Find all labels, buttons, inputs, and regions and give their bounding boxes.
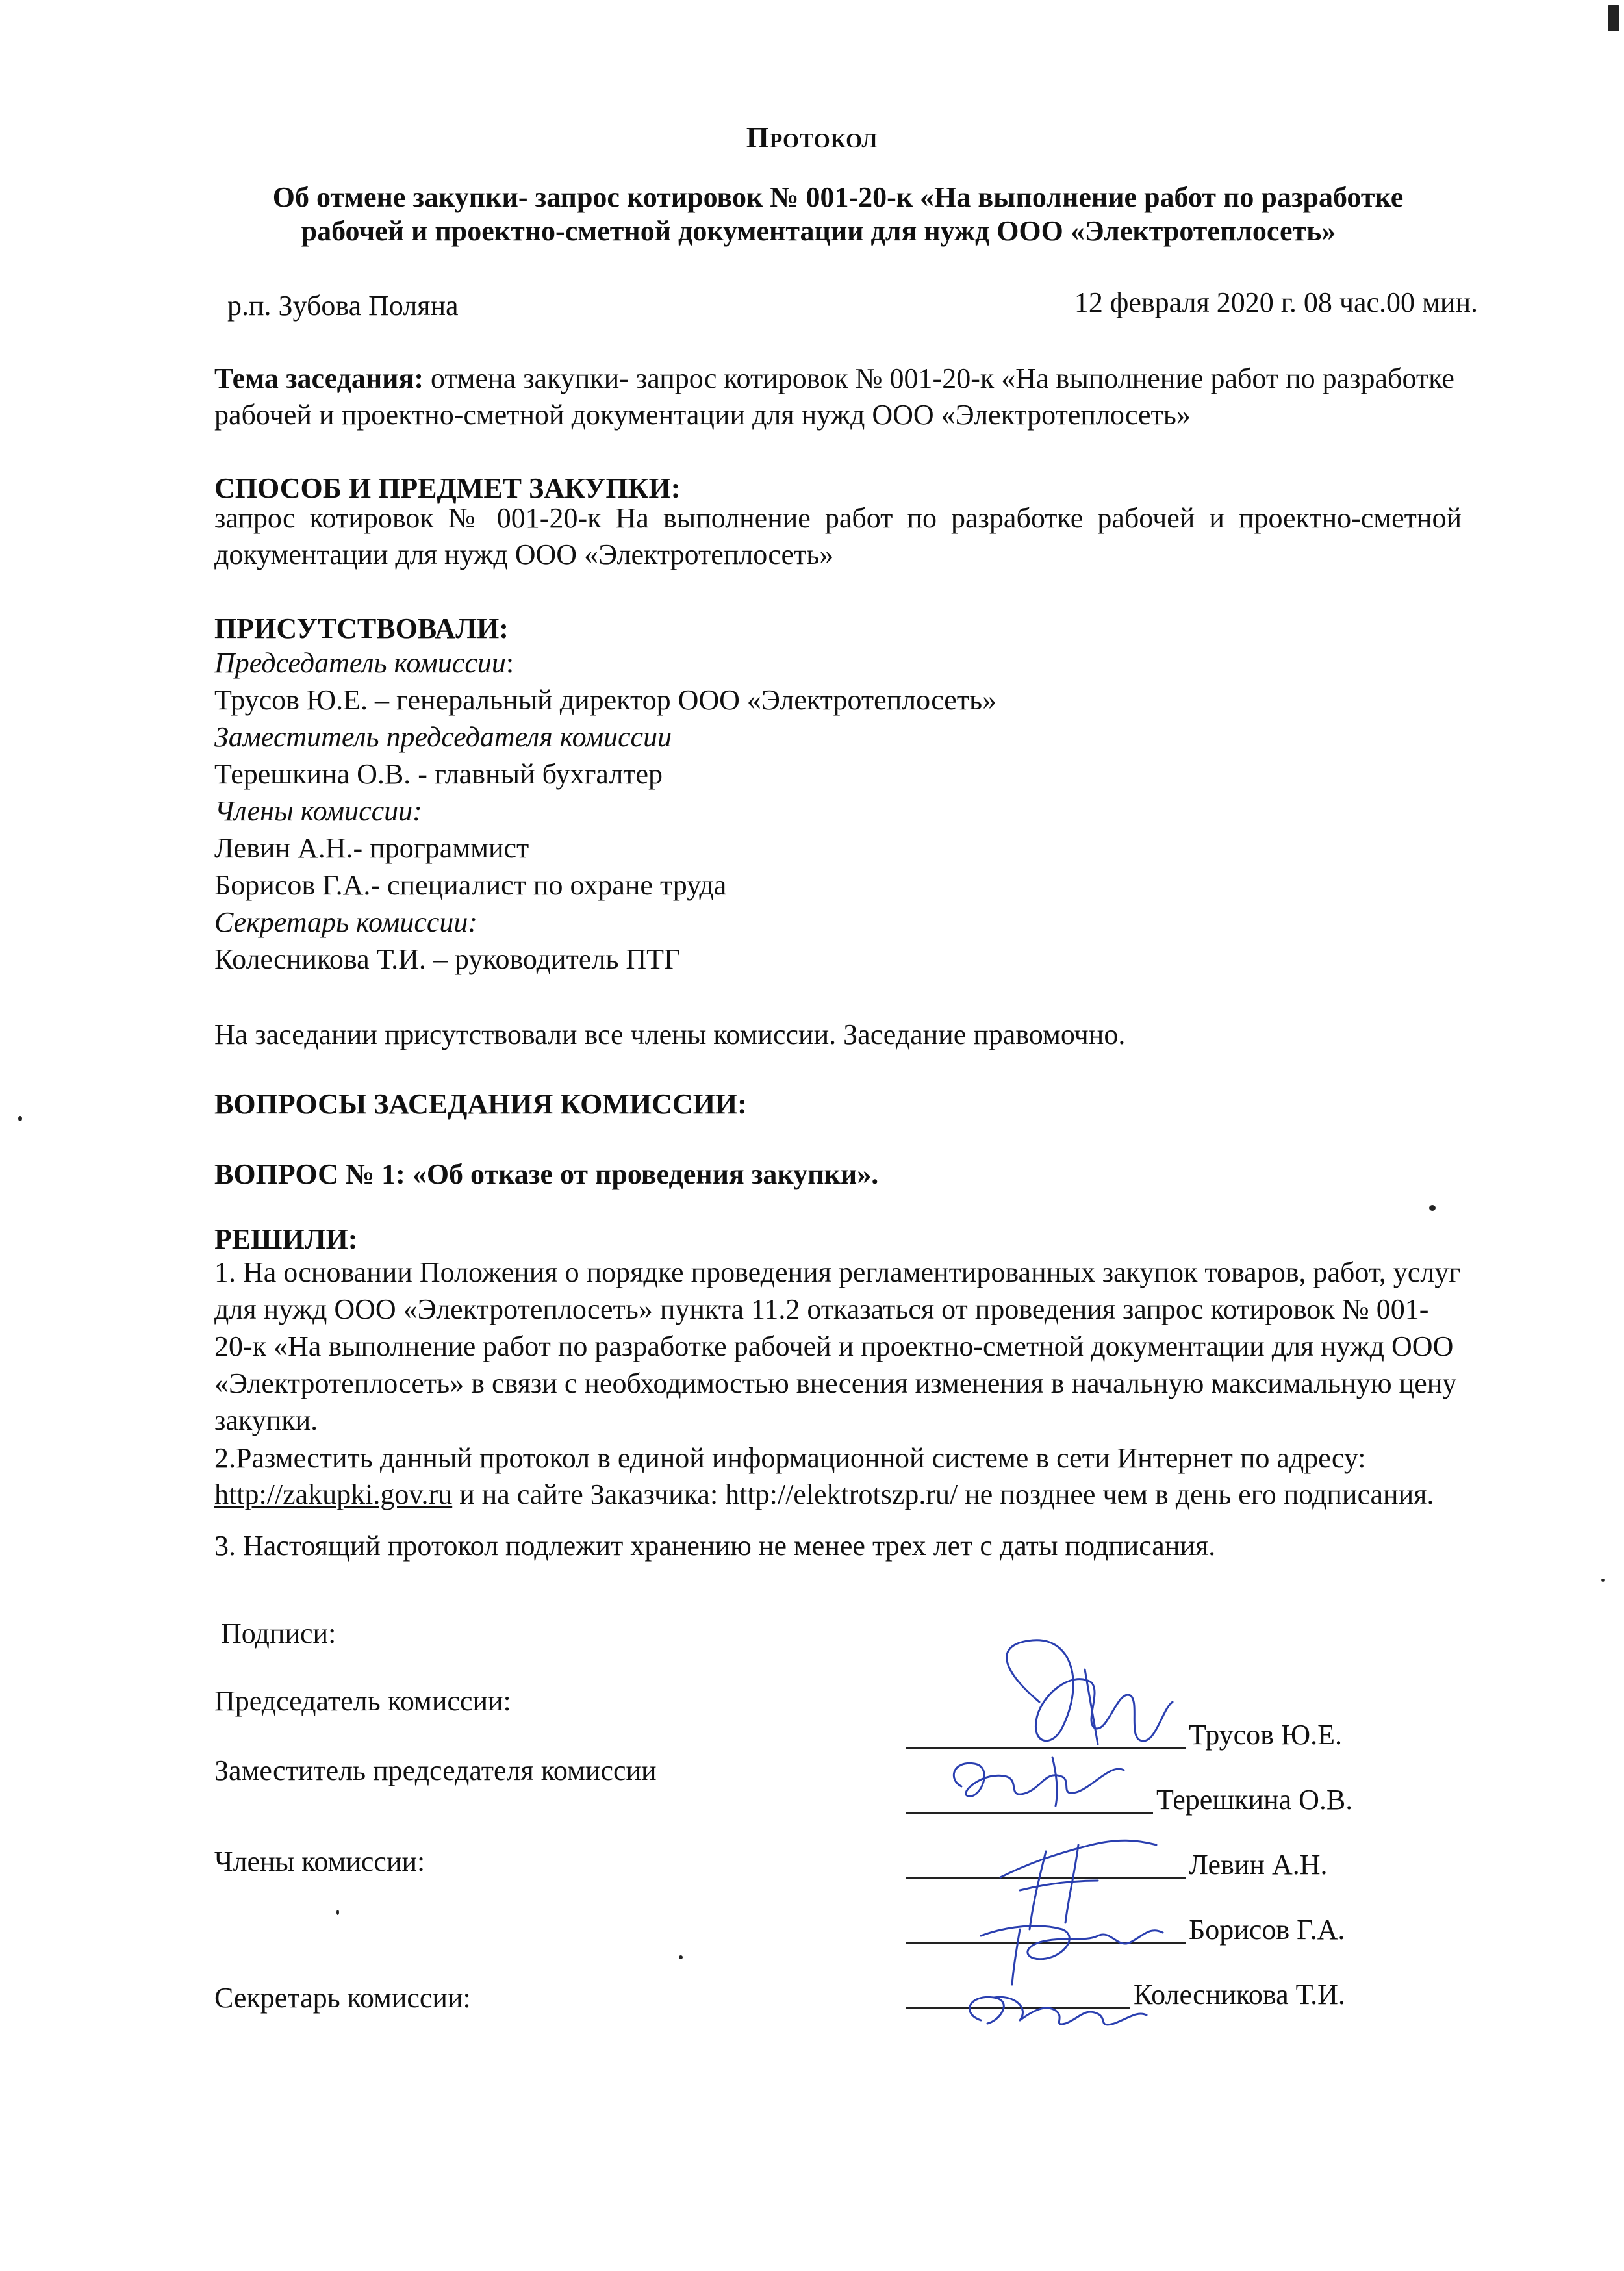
document-subtitle-line1: Об отмене закупки- запрос котировок № 001-20-к «На выполнение работ по разработке [272,181,1404,213]
method-text: запрос котировок № 001-20-к На выполнение работ по разработке рабочей и проектно-сметной документации для нужд ООО «Электротеплосеть» [214,502,1462,570]
sig-name-secretary: Колесникова Т.И. [1134,1979,1345,2011]
chair-role: Председатель комиссии [214,647,506,679]
topic-text-line2: рабочей и проектно-сметной документации для нужд ООО «Электротеплосеть» [214,399,1191,431]
document-title: Протокол [746,121,878,154]
quorum-statement: На заседании присутствовали все члены комиссии. Заседание правомочно. [214,1019,1126,1050]
document-subtitle-line2: рабочей и проектно-сметной документации для нужд ООО «Электротеплосеть» [301,215,1336,247]
zakupki-link[interactable]: http://zakupki.gov.ru [214,1478,453,1510]
topic-text-line1: отмена закупки- запрос котировок № 001-20-к «На выполнение работ по разработке [424,362,1454,394]
scan-speck [679,1955,683,1959]
member-1: Левин А.Н.- программист [214,832,529,864]
attendees-heading: ПРИСУТСТВОВАЛИ: [214,613,509,644]
sig-name-chair: Трусов Ю.Е. [1189,1719,1343,1751]
sig-label-members: Члены комиссии: [214,1846,425,1877]
deputy-role: Заместитель председателя комиссии [214,721,672,753]
topic-label: Тема заседания: [214,362,424,394]
question-1: ВОПРОС № 1: «Об отказе от проведения закупки». [214,1158,879,1190]
secretary: Колесникова Т.И. – руководитель ПТГ [214,943,681,975]
deputy: Терешкина О.В. - главный бухгалтер [214,758,663,790]
decision-item-3: 3. Настоящий протокол подлежит хранению не менее трех лет с даты подписания. [214,1530,1216,1562]
scan-speck [1601,1579,1605,1582]
scan-speck [1429,1205,1436,1211]
signatures-heading: Подписи: [221,1618,336,1649]
agenda-heading: ВОПРОСЫ ЗАСЕДАНИЯ КОМИССИИ: [214,1088,747,1120]
meeting-place: р.п. Зубова Поляна [227,290,459,322]
sig-label-deputy: Заместитель председателя комиссии [214,1755,657,1786]
chair-role-colon: : [505,647,514,679]
members-role: Члены комиссии: [214,795,422,827]
decision-item-2-start: 2.Разместить данный протокол в единой информационной системе в сети Интернет по адресу: [214,1442,1366,1474]
decision-item-2-line2 [214,1477,1434,1513]
sig-name-member-1: Левин А.Н. [1189,1849,1328,1881]
decision-item-1: 1. На основании Положения о порядке проведения регламентированных закупок товаров, работ, услуг для нужд ООО «Электротеплосеть» пункта 11.2 отказаться от проведения запрос котировок № 001-20-к «На выполнение работ по разработке рабочей и проектно-сметной документации для нужд ООО «Электротеплосеть» в связи с необходимостью внесения изменения в начальную максимальную цену закупки. [214,1256,1461,1436]
sig-label-secretary: Секретарь комиссии: [214,1982,471,2014]
scan-edge-mark [1608,5,1619,31]
scan-speck [336,1910,339,1915]
secretary-role: Секретарь комиссии: [214,906,478,938]
sig-name-member-2: Борисов Г.А. [1189,1914,1345,1946]
scan-speck [18,1116,22,1121]
sig-label-chair: Председатель комиссии: [214,1685,511,1717]
member-2: Борисов Г.А.- специалист по охране труда [214,869,727,901]
meeting-date: 12 февраля 2020 г. 08 час.00 мин. [1074,286,1478,318]
method-heading: СПОСОБ И ПРЕДМЕТ ЗАКУПКИ: [214,472,681,504]
chair: Трусов Ю.Е. – генеральный директор ООО «Электротеплосеть» [214,684,997,716]
chair-role-line [214,645,514,681]
handwritten-signatures [922,1630,1221,2033]
sig-name-deputy: Терешкина О.В. [1156,1784,1353,1816]
decision-item-2-end: и на сайте Заказчика: http://elektrotszp.ru/ не позднее чем в день его подписания. [452,1478,1434,1510]
decision-heading: РЕШИЛИ: [214,1223,358,1255]
topic-line1 [214,361,1454,397]
